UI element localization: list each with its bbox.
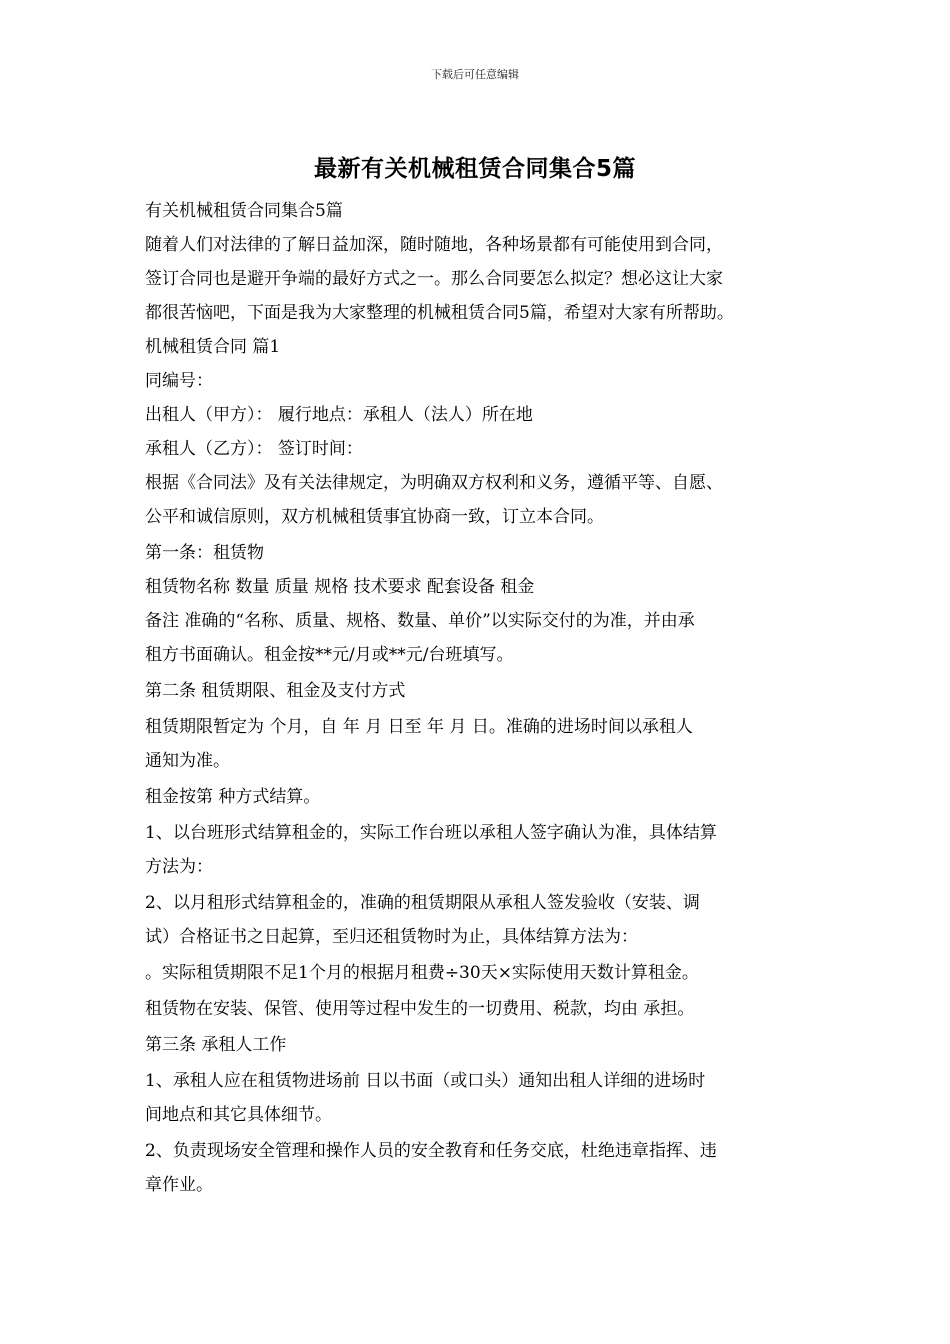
body-line: 签订合同也是避开争端的最好方式之一。那么合同要怎么拟定？想必这让大家	[145, 269, 723, 289]
body-line: 租赁物在安装、保管、使用等过程中发生的一切费用、税款，均由 承担。	[145, 999, 695, 1019]
body-line: 1、承租人应在租赁物进场前 日以书面（或口头）通知出租人详细的进场时	[145, 1071, 706, 1091]
body-line: 通知为准。	[145, 751, 230, 771]
document-title: 最新有关机械租赁合同集合5篇	[313, 156, 636, 182]
body-line: 根据《合同法》及有关法律规定，为明确双方权利和义务，遵循平等、自愿、	[145, 473, 723, 493]
body-line: 第一条：租赁物	[145, 543, 264, 563]
body-line: 试）合格证书之日起算，至归还租赁物时为止，具体结算方法为：	[145, 927, 638, 947]
body-line: 同编号：	[145, 371, 213, 391]
body-line: 出租人（甲方）： 履行地点：承租人（法人）所在地	[145, 405, 533, 425]
header-note: 下载后可任意编辑	[431, 68, 519, 81]
body-line: 承租人（乙方）： 签订时间：	[145, 439, 363, 459]
body-line: 间地点和其它具体细节。	[145, 1105, 332, 1125]
body-line: 1、以台班形式结算租金的，实际工作台班以承租人签字确认为准，具体结算	[145, 823, 717, 843]
body-line: 租金按第 种方式结算。	[145, 787, 321, 807]
body-line: 备注 准确的“名称、质量、规格、数量、单价”以实际交付的为准，并由承	[145, 611, 695, 631]
body-line: 租赁物名称 数量 质量 规格 技术要求 配套设备 租金	[145, 577, 535, 597]
body-line: 方法为：	[145, 857, 213, 877]
body-line: 有关机械租赁合同集合5篇	[145, 201, 343, 221]
body-line: 机械租赁合同 篇1	[145, 337, 281, 357]
body-line: 第二条 租赁期限、租金及支付方式	[145, 681, 406, 701]
body-line: 章作业。	[145, 1175, 213, 1195]
body-line: 租赁期限暂定为 个月，自 年 月 日至 年 月 日。准确的进场时间以承租人	[145, 717, 693, 737]
body-line: 都很苦恼吧，下面是我为大家整理的机械租赁合同5篇，希望对大家有所帮助。	[145, 303, 734, 323]
body-line: 租方书面确认。租金按**元/月或**元/台班填写。	[145, 645, 514, 665]
body-line: 2、以月租形式结算租金的，准确的租赁期限从承租人签发验收（安装、调	[145, 893, 700, 913]
body-line: 公平和诚信原则，双方机械租赁事宜协商一致，订立本合同。	[145, 507, 604, 527]
body-line: 随着人们对法律的了解日益加深，随时随地，各种场景都有可能使用到合同，	[145, 235, 723, 255]
body-line: 第三条 承租人工作	[145, 1035, 287, 1055]
body-line: 2、负责现场安全管理和操作人员的安全教育和任务交底，杜绝违章指挥、违	[145, 1141, 717, 1161]
body-line: 。实际租赁期限不足1个月的根据月租费÷30天×实际使用天数计算租金。	[145, 963, 699, 983]
